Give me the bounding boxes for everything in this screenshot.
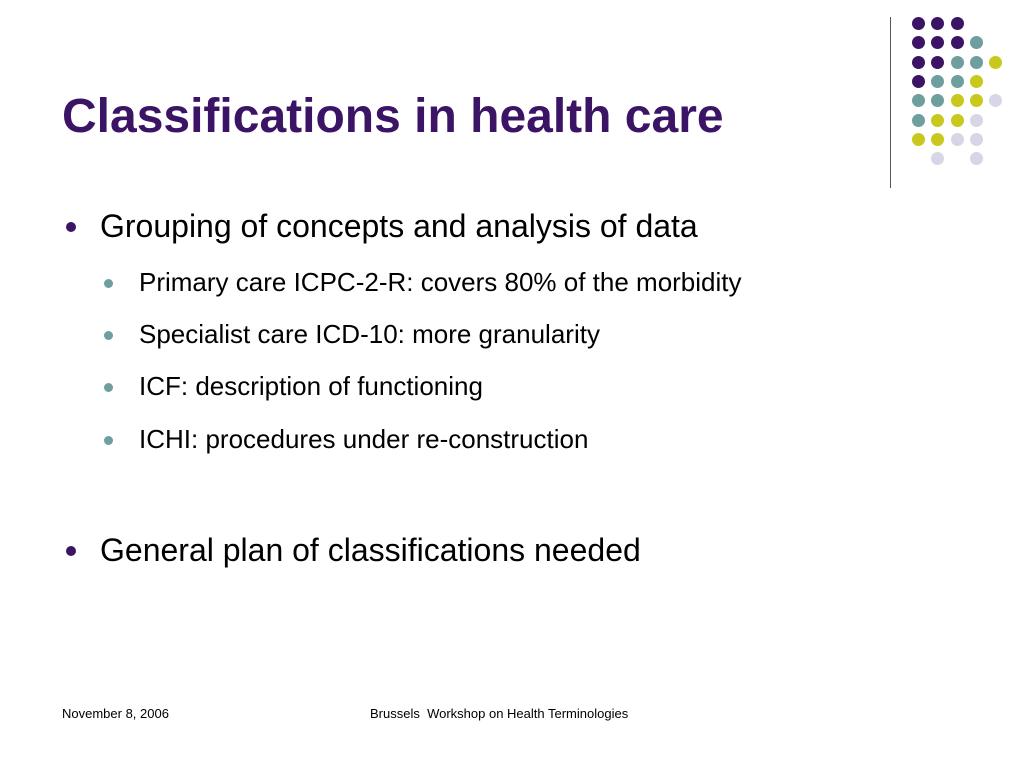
decorative-dot — [931, 152, 944, 165]
decorative-dot — [951, 114, 964, 127]
decorative-dot — [989, 94, 1002, 107]
bullet-dot-icon — [66, 222, 76, 232]
slide-title: Classifications in health care — [62, 90, 724, 143]
decorative-dot — [951, 75, 964, 88]
decorative-dot — [951, 133, 964, 146]
sub-bullet-item-2 — [139, 318, 600, 350]
sub-bullet-text: Specialist care ICD-10: more granularity — [139, 319, 600, 349]
sub-bullet-text: ICF: description of functioning — [139, 371, 483, 401]
decorative-dot — [951, 36, 964, 49]
bullet-item-2 — [100, 530, 641, 570]
decorative-dot — [951, 94, 964, 107]
bullet-dot-icon — [66, 546, 76, 556]
footer-event-title: Brussels Workshop on Health Terminologies — [370, 706, 629, 721]
decorative-dot — [912, 94, 925, 107]
sub-bullet-dot-icon — [104, 383, 113, 392]
decorative-dot — [912, 36, 925, 49]
decorative-dot — [912, 75, 925, 88]
sub-bullet-dot-icon — [104, 331, 113, 340]
bullet-text: General plan of classifications needed — [100, 532, 641, 568]
sub-bullet-item-3 — [139, 370, 483, 402]
decorative-dot — [970, 114, 983, 127]
decorative-dot — [912, 133, 925, 146]
decorative-dot — [989, 56, 1002, 69]
bullet-text: Grouping of concepts and analysis of data — [100, 208, 698, 244]
sub-bullet-dot-icon — [104, 279, 113, 288]
bullet-item-1 — [100, 206, 698, 246]
decorative-dot — [931, 75, 944, 88]
decorative-dot — [912, 17, 925, 30]
sub-bullet-text: ICHI: procedures under re-construction — [139, 424, 589, 454]
decorative-dot — [970, 36, 983, 49]
decorative-dot — [951, 56, 964, 69]
decorative-dot — [970, 75, 983, 88]
footer-date: November 8, 2006 — [62, 706, 169, 721]
decorative-dot — [970, 152, 983, 165]
title-divider-line — [890, 17, 891, 188]
sub-bullet-dot-icon — [104, 436, 113, 445]
decorative-dot — [970, 56, 983, 69]
decorative-dot — [931, 114, 944, 127]
decorative-dot — [931, 36, 944, 49]
decorative-dot — [931, 56, 944, 69]
decorative-dot — [912, 114, 925, 127]
decorative-dot — [931, 17, 944, 30]
sub-bullet-item-1 — [139, 266, 742, 298]
decorative-dot — [931, 94, 944, 107]
decorative-dot — [931, 133, 944, 146]
decorative-dot — [970, 94, 983, 107]
decorative-dot — [970, 133, 983, 146]
decorative-dot — [951, 17, 964, 30]
decorative-dot — [912, 56, 925, 69]
sub-bullet-item-4 — [139, 423, 588, 455]
sub-bullet-text: Primary care ICPC-2-R: covers 80% of the morbidity — [139, 267, 742, 297]
